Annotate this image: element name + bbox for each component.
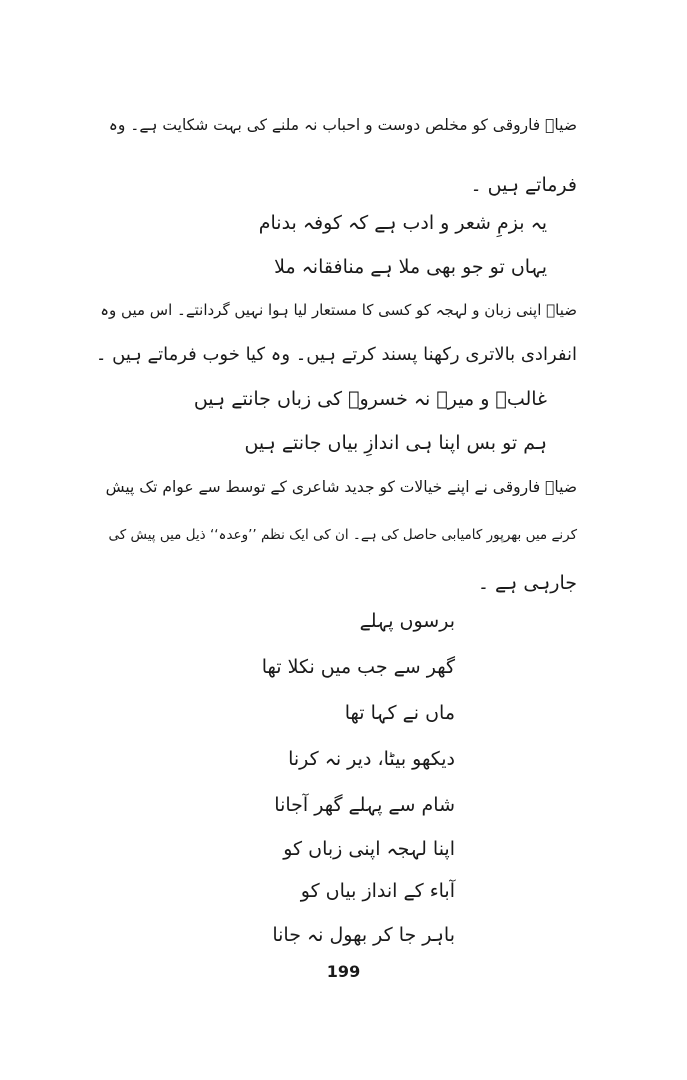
page-number: 199	[326, 962, 361, 981]
couplet-2-line-1: غالبؔ و میرؔ نہ خسروؔ کی زباں جانتے ہیں	[193, 388, 547, 410]
poem-line-4: دیکھو بیٹا، دیر نہ کرنا	[288, 748, 455, 770]
paragraph-1-line-2: فرماتے ہیں ۔	[470, 174, 577, 196]
paragraph-3-line-2: کرنے میں بھرپور کامیابی حاصل کی ہے۔ ان کی ایک نظم ’’وعدہ‘‘ ذیل میں پیش کی	[108, 527, 577, 543]
paragraph-2-line-1: ضیاؔ اپنی زبان و لہجہ کو کسی کا مستعار لیا ہوا نہیں گردانتے۔ اس میں وہ	[100, 301, 577, 319]
poem-line-8: باہر جا کر بھول نہ جانا	[272, 924, 455, 946]
poem-line-2: گھر سے جب میں نکلا تھا	[261, 656, 455, 678]
paragraph-3-line-1: ضیاؔ فاروقی نے اپنے خیالات کو جدید شاعری کے توسط سے عوام تک پیش	[105, 478, 577, 496]
paragraph-3-line-3: جارہی ہے ۔	[477, 572, 577, 594]
poem-line-1: برسوں پہلے	[359, 610, 455, 632]
paragraph-2-line-2: انفرادی بالاتری رکھنا پسند کرتے ہیں۔ وہ کیا خوب فرماتے ہیں ۔	[95, 344, 577, 365]
couplet-1-line-2: یہاں تو جو بھی ملا ہے منافقانہ ملا	[274, 256, 547, 278]
poem-line-6: اپنا لہجہ اپنی زباں کو	[283, 838, 455, 860]
paragraph-1-line-1: ضیاؔ فاروقی کو مخلص دوست و احباب نہ ملنے کی بہت شکایت ہے۔ وہ	[108, 116, 577, 134]
poem-line-7: آباء کے انداز بیاں کو	[300, 880, 455, 902]
couplet-1-line-1: یہ بزمِ شعر و ادب ہے کہ کوفہ بدنام	[258, 212, 547, 234]
poem-line-3: ماں نے کہا تھا	[344, 702, 455, 724]
couplet-2-line-2: ہم تو بس اپنا ہی اندازِ بیاں جانتے ہیں	[244, 432, 547, 454]
poem-line-5: شام سے پہلے گھر آجانا	[274, 794, 455, 816]
